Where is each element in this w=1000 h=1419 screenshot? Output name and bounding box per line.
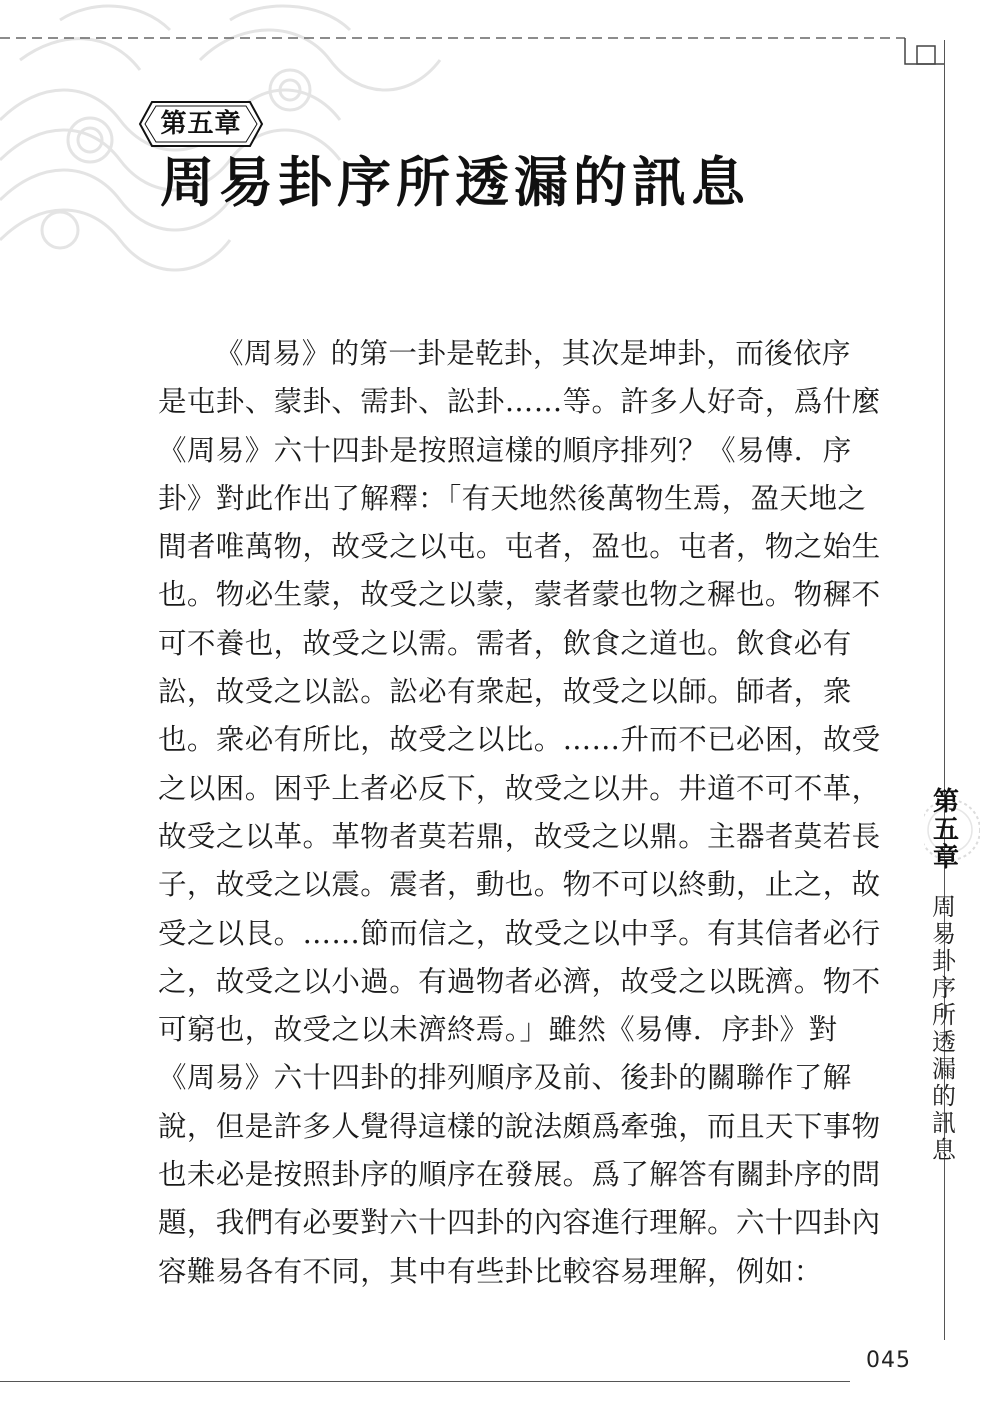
body-line: 《周易》六十四卦的排列順序及前、後卦的關聯作了解	[158, 1061, 852, 1095]
side-title-char: 所	[932, 1001, 956, 1029]
chapter-label: 第五章	[160, 109, 242, 139]
side-title-char: 漏	[932, 1055, 956, 1083]
body-text	[158, 330, 881, 1296]
body-line: 《周易》六十四卦是按照這樣的順序排列？《易傳．序	[158, 433, 852, 467]
side-chapter-label	[928, 788, 964, 872]
body-line: 說，但是許多人覺得這樣的說法頗爲牽強，而且天下事物	[158, 1109, 881, 1143]
chapter-title: 周易卦序所透漏的訊息	[160, 151, 750, 214]
body-line: 間者唯萬物，故受之以屯。屯者，盈也。屯者，物之始生	[158, 530, 881, 564]
side-title-char: 透	[932, 1028, 956, 1056]
top-frame-decoration	[0, 0, 1000, 80]
body-line: 也未必是按照卦序的順序在發展。爲了解答有關卦序的問	[158, 1158, 881, 1192]
side-chapter-char: 章	[932, 843, 959, 873]
side-title-char: 序	[932, 974, 956, 1002]
body-line: 訟，故受之以訟。訟必有衆起，故受之以師。師者，衆	[158, 675, 852, 709]
body-line: 題，我們有必要對六十四卦的內容進行理解。六十四卦內	[158, 1206, 881, 1240]
side-chapter-char: 第	[932, 787, 959, 817]
side-title-char: 周	[932, 893, 956, 921]
side-title-char: 易	[932, 920, 956, 948]
side-chapter-char: 五	[932, 815, 959, 845]
body-line: 《周易》的第一卦是乾卦，其次是坤卦，而後依序	[215, 337, 851, 370]
body-line: 之以困。困乎上者必反下，故受之以井。井道不可不革，	[158, 771, 881, 805]
body-line: 容難易各有不同，其中有些卦比較容易理解，例如：	[158, 1254, 823, 1288]
body-line: 之，故受之以小過。有過物者必濟，故受之以既濟。物不	[158, 964, 881, 998]
bottom-rule	[0, 1381, 850, 1382]
body-line: 子，故受之以震。震者，動也。物不可以終動，止之，故	[158, 868, 881, 902]
body-line: 故受之以革。革物者莫若鼎，故受之以鼎。主器者莫若長	[158, 819, 881, 853]
body-line: 也。物必生蒙，故受之以蒙，蒙者蒙也物之穉也。物穉不	[158, 578, 881, 612]
side-chapter-title	[924, 894, 964, 1164]
side-title-char: 訊	[932, 1109, 956, 1137]
side-title-char: 卦	[932, 947, 956, 975]
side-title-char: 息	[932, 1136, 956, 1164]
page-number: 045	[866, 1348, 911, 1373]
body-line: 受之以艮。……節而信之，故受之以中孚。有其信者必行	[158, 916, 881, 950]
body-line: 可窮也，故受之以未濟終焉。」雖然《易傳．序卦》對	[158, 1013, 838, 1047]
body-line: 也。衆必有所比，故受之以比。……升而不已必困，故受	[158, 723, 881, 757]
body-line: 是屯卦、蒙卦、需卦、訟卦……等。許多人好奇，爲什麼	[158, 385, 881, 419]
body-line: 可不養也，故受之以需。需者，飲食之道也。飲食必有	[158, 626, 852, 660]
body-line: 卦》對此作出了解釋：「有天地然後萬物生焉，盈天地之	[158, 481, 867, 515]
side-title-char: 的	[932, 1082, 956, 1110]
